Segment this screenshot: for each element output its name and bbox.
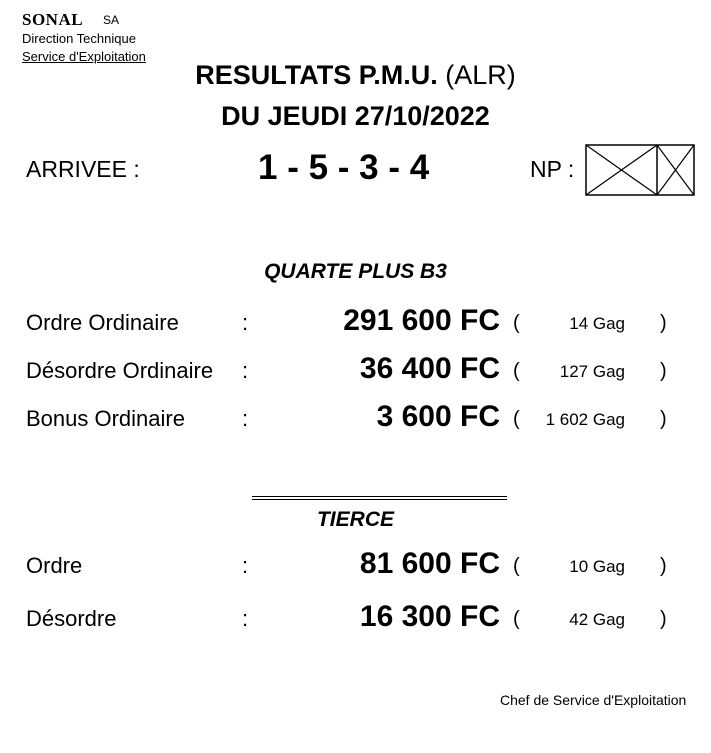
row-gagnants: 1 602 Gag <box>545 410 625 429</box>
row-amount: 291 600 FC <box>343 304 500 337</box>
row-colon: : <box>242 553 249 578</box>
tierce-section-title: TIERCE <box>316 508 394 531</box>
row-amount: 3 600 FC <box>376 400 500 433</box>
row-colon: : <box>242 606 249 631</box>
section-divider <box>252 496 507 500</box>
row-label: Ordre <box>26 553 83 578</box>
row-amount: 36 400 FC <box>359 352 500 385</box>
results-title-main: RESULTATS P.M.U. <box>195 60 438 90</box>
arrivee-label: ARRIVEE : <box>26 156 140 182</box>
row-close-paren: ) <box>660 408 667 430</box>
row-open-paren: ( <box>513 608 520 630</box>
row-label: Ordre Ordinaire <box>26 310 179 335</box>
np-label: NP : <box>530 156 575 182</box>
row-label: Désordre Ordinaire <box>26 358 214 383</box>
row-label: Désordre <box>26 606 117 631</box>
row-colon: : <box>242 358 249 383</box>
results-title-suffix: (ALR) <box>445 60 516 90</box>
row-close-paren: ) <box>660 312 667 334</box>
row-open-paren: ( <box>513 312 520 334</box>
row-label: Bonus Ordinaire <box>26 406 185 431</box>
row-open-paren: ( <box>513 408 520 430</box>
arrivee-numbers: 1 - 5 - 3 - 4 <box>258 148 430 187</box>
row-gagnants: 14 Gag <box>569 314 625 333</box>
row-colon: : <box>242 406 249 431</box>
department-name: Direction Technique <box>22 31 136 46</box>
row-open-paren: ( <box>513 555 520 577</box>
signature-title: Chef de Service d'Exploitation <box>500 692 687 708</box>
row-colon: : <box>242 310 249 335</box>
quarte-section-title: QUARTE PLUS B3 <box>264 260 447 283</box>
company-suffix: SA <box>103 13 120 27</box>
row-amount: 16 300 FC <box>359 600 500 633</box>
row-close-paren: ) <box>660 608 667 630</box>
company-logo: SONAL <box>22 10 84 29</box>
row-amount: 81 600 FC <box>359 547 500 580</box>
row-close-paren: ) <box>660 360 667 382</box>
row-close-paren: ) <box>660 555 667 577</box>
row-gagnants: 42 Gag <box>569 610 625 629</box>
row-gagnants: 127 Gag <box>559 362 625 381</box>
row-gagnants: 10 Gag <box>569 557 625 576</box>
np-crossed-box <box>585 144 695 196</box>
results-date: DU JEUDI 27/10/2022 <box>221 101 490 131</box>
service-name: Service d'Exploitation <box>22 49 146 64</box>
row-open-paren: ( <box>513 360 520 382</box>
results-title <box>0 60 711 91</box>
